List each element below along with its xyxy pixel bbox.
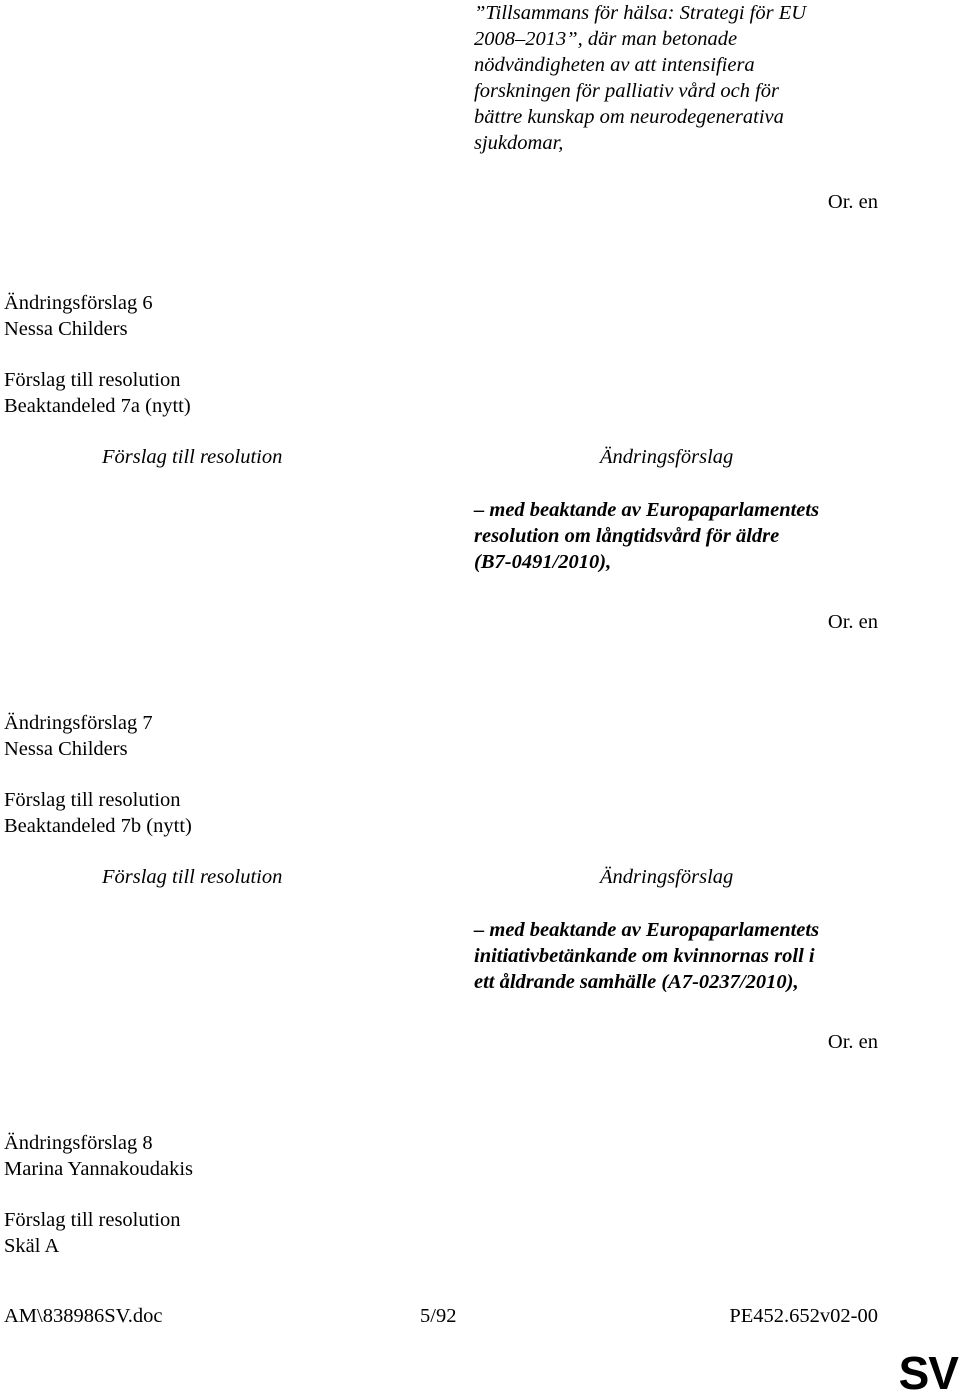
original-language: Or. en <box>827 1031 878 1053</box>
amendment-title: Ändringsförslag <box>4 292 138 314</box>
amendment-location: Beaktandeled 7a (nytt) <box>4 395 191 417</box>
amendment-title: Ändringsförslag <box>4 712 138 734</box>
text-line: nödvändigheten av att intensifiera <box>474 54 755 76</box>
amendment-location: Skäl A <box>4 1235 60 1257</box>
original-language: Or. en <box>827 611 878 633</box>
column-header-right: Ändringsförslag <box>600 866 734 888</box>
amendment-6-text <box>474 497 819 575</box>
text-line: bättre kunskap om neurodegenerativa <box>474 106 784 128</box>
column-header-left: Förslag till resolution <box>102 446 283 468</box>
text-line: (B7-0491/2010), <box>474 551 612 573</box>
text-line: – med beaktande av Europaparlamentets <box>474 499 820 521</box>
text-line: forskningen för palliativ vård och för <box>474 80 780 102</box>
amendment-author: Marina Yannakoudakis <box>4 1158 194 1180</box>
amendment-7-reference <box>4 787 192 839</box>
amendment-document: Förslag till resolution <box>4 1209 181 1231</box>
amendment-7-header <box>4 710 153 762</box>
amendment-6-reference <box>4 367 191 419</box>
amendment-document: Förslag till resolution <box>4 369 181 391</box>
amendment-location: Beaktandeled 7b (nytt) <box>4 815 192 837</box>
amendment-7-text <box>474 917 819 995</box>
original-language: Or. en <box>827 191 878 213</box>
amendment-title: Ändringsförslag <box>4 1132 138 1154</box>
amendment-8-reference <box>4 1207 181 1259</box>
text-line: sjukdomar, <box>474 132 564 154</box>
text-line: resolution om långtidsvård för äldre <box>474 525 780 547</box>
footer-page-number: 5/92 <box>420 1305 457 1327</box>
amendment-title-line <box>4 710 153 736</box>
amendment-author: Nessa Childers <box>4 318 128 340</box>
column-header-right: Ändringsförslag <box>600 446 734 468</box>
amendment-title-line <box>4 1130 193 1156</box>
text-line: ett åldrande samhälle (A7-0237/2010), <box>474 971 799 993</box>
footer-doc-ref: AM\838986SV.doc <box>4 1305 163 1327</box>
amendment-8-header <box>4 1130 193 1182</box>
continued-amendment-text <box>474 0 806 156</box>
text-line: initiativbetänkande om kvinnornas roll i <box>474 945 815 967</box>
amendment-number: 6 <box>142 292 153 314</box>
amendment-number: 7 <box>142 712 153 734</box>
amendment-author: Nessa Childers <box>4 738 128 760</box>
amendment-number: 8 <box>142 1132 153 1154</box>
text-line: 2008–2013”, där man betonade <box>474 28 738 50</box>
amendment-document: Förslag till resolution <box>4 789 181 811</box>
text-line: – med beaktande av Europaparlamentets <box>474 919 820 941</box>
amendment-6-header <box>4 290 153 342</box>
column-header-left: Förslag till resolution <box>102 866 283 888</box>
amendment-title-line <box>4 290 153 316</box>
footer-pe-ref: PE452.652v02-00 <box>729 1305 878 1327</box>
text-line: ”Tillsammans för hälsa: Strategi för EU <box>474 2 807 24</box>
language-mark: SV <box>898 1347 958 1399</box>
